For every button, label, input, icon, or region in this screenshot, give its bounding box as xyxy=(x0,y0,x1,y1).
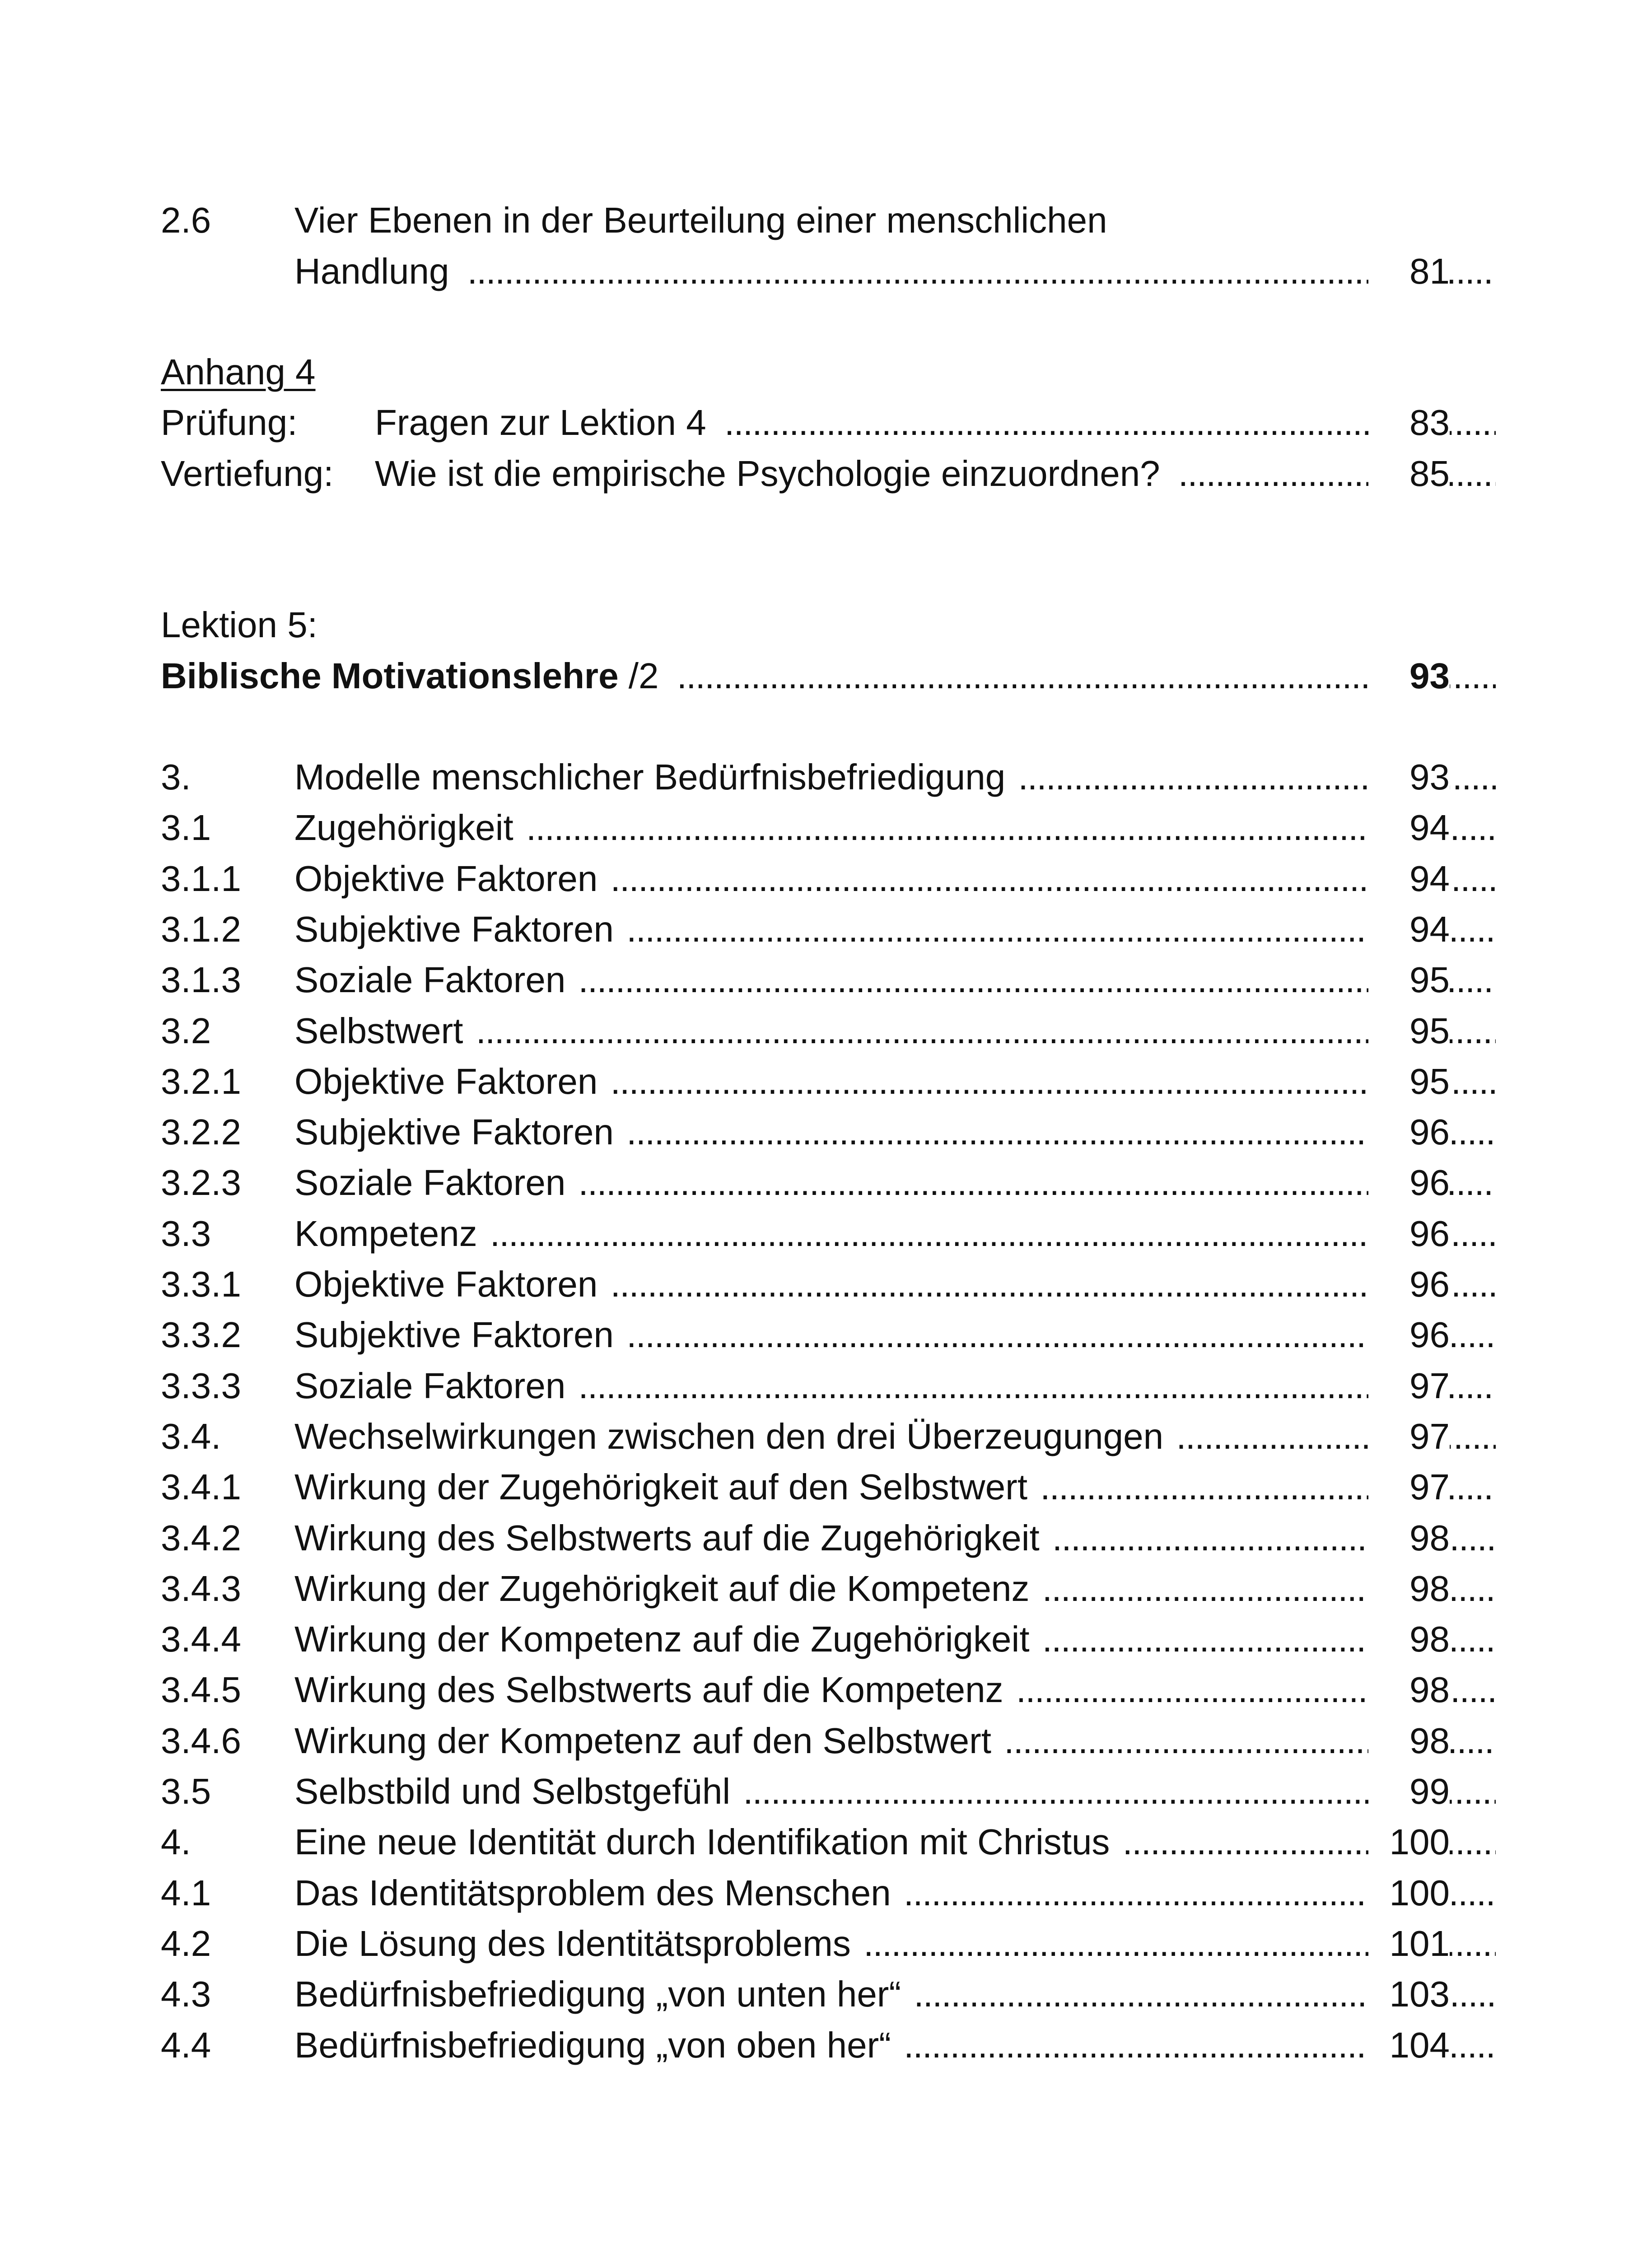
entry-title-line1: Vier Ebenen in der Beurteilung einer menschlichen xyxy=(294,200,1107,240)
dot-leader xyxy=(294,854,1496,904)
entry-number: 3.2.2 xyxy=(161,1112,241,1152)
entry-title: Selbstbild und Selbstgefühl xyxy=(294,1771,738,1811)
entry-title: Modelle menschlicher Bedürfnisbefriedigung xyxy=(294,757,1013,797)
dot-leader xyxy=(294,802,1496,853)
toc-entry[interactable] xyxy=(161,1259,1450,1310)
entry-page: 96 xyxy=(1368,1107,1450,1157)
entry-title: Kompetenz xyxy=(294,1213,485,1254)
toc-entry[interactable] xyxy=(161,1563,1450,1614)
toc-entry-2-6[interactable] xyxy=(161,195,1450,246)
entry-title: Bedürfnisbefriedigung „von oben her“ xyxy=(294,2025,899,2065)
lesson-title-row[interactable] xyxy=(161,651,1450,701)
entry-number: 3.1 xyxy=(161,807,211,848)
dot-leader xyxy=(294,1969,1496,2020)
toc-entry[interactable] xyxy=(161,1665,1450,1715)
entry-number: 3.4.6 xyxy=(161,1721,241,1761)
dot-leader xyxy=(294,246,1496,297)
entry-title: Objektive Faktoren xyxy=(294,858,606,899)
appendix-item-page: 85 xyxy=(1368,448,1450,499)
entry-title: Wirkung des Selbstwerts auf die Zugehörigkeit xyxy=(294,1518,1048,1558)
entry-page: 96 xyxy=(1368,1259,1450,1310)
dot-leader xyxy=(294,1918,1496,1969)
entry-page: 95 xyxy=(1368,1006,1450,1056)
toc-entry[interactable] xyxy=(161,1817,1450,1867)
entry-number: 3.3.2 xyxy=(161,1315,241,1355)
dot-leader xyxy=(294,1107,1496,1157)
entry-title: Bedürfnisbefriedigung „von unten her“ xyxy=(294,1974,909,2014)
entry-number: 3.2 xyxy=(161,1011,211,1051)
toc-entry[interactable] xyxy=(161,854,1450,904)
entry-page: 100 xyxy=(1368,1817,1450,1867)
entry-page: 96 xyxy=(1368,1157,1450,1208)
entry-number: 4. xyxy=(161,1822,191,1862)
entry-title: Das Identitätsproblem des Menschen xyxy=(294,1873,899,1913)
lesson-label-row xyxy=(161,600,1450,650)
entry-number: 3.4. xyxy=(161,1416,221,1456)
toc-entry[interactable] xyxy=(161,1310,1450,1360)
entry-number: 3.4.5 xyxy=(161,1670,241,1710)
dot-leader xyxy=(294,1259,1496,1310)
entry-number: 3.4.1 xyxy=(161,1467,241,1507)
appendix-item-title: Wie ist die empirische Psychologie einzuordnen? xyxy=(375,453,1168,494)
appendix-item-pruefung[interactable] xyxy=(161,397,1450,448)
toc-entry[interactable] xyxy=(161,1056,1450,1107)
toc-entry[interactable] xyxy=(161,802,1450,853)
entry-number: 2.6 xyxy=(161,200,211,240)
toc-entry-2-6-continued[interactable] xyxy=(161,246,1450,297)
appendix-heading-row xyxy=(161,347,1450,397)
appendix-heading: Anhang 4 xyxy=(161,352,316,392)
dot-leader xyxy=(294,955,1496,1005)
entry-number: 3.4.2 xyxy=(161,1518,241,1558)
entry-page: 96 xyxy=(1368,1310,1450,1360)
dot-leader xyxy=(294,1716,1496,1766)
dot-leader xyxy=(294,1665,1496,1715)
entry-title: Eine neue Identität durch Identifikation mit Christus xyxy=(294,1822,1118,1862)
entry-title: Wirkung der Zugehörigkeit auf die Kompetenz xyxy=(294,1568,1038,1609)
toc-entry[interactable] xyxy=(161,1462,1450,1512)
toc-entry[interactable] xyxy=(161,1157,1450,1208)
entry-page: 95 xyxy=(1368,1056,1450,1107)
entry-number: 4.4 xyxy=(161,2025,211,2065)
entry-page: 99 xyxy=(1368,1766,1450,1817)
entry-number: 4.3 xyxy=(161,1974,211,2014)
entry-page: 96 xyxy=(1368,1208,1450,1259)
entry-page: 81 xyxy=(1368,246,1450,297)
dot-leader xyxy=(294,1563,1496,1614)
entry-page: 94 xyxy=(1368,802,1450,853)
dot-leader xyxy=(294,904,1496,955)
entry-page: 103 xyxy=(1368,1969,1450,2020)
entry-title: Zugehörigkeit xyxy=(294,807,522,848)
dot-leader xyxy=(294,1411,1496,1462)
entry-number: 3.5 xyxy=(161,1771,211,1811)
toc-entry[interactable] xyxy=(161,904,1450,955)
entry-title: Selbstwert xyxy=(294,1011,471,1051)
dot-leader xyxy=(294,1766,1496,1817)
toc-entry[interactable] xyxy=(161,1766,1450,1817)
appendix-item-label: Prüfung: xyxy=(161,402,298,443)
entry-page: 93 xyxy=(1368,752,1450,802)
entry-title: Soziale Faktoren xyxy=(294,1366,574,1406)
toc-entry[interactable] xyxy=(161,1868,1450,1918)
toc-entry[interactable] xyxy=(161,1716,1450,1766)
toc-entry[interactable] xyxy=(161,955,1450,1005)
entry-number: 3.3.1 xyxy=(161,1264,241,1304)
entry-title: Objektive Faktoren xyxy=(294,1061,606,1101)
dot-leader xyxy=(294,1614,1496,1665)
entry-number: 3.2.3 xyxy=(161,1162,241,1203)
dot-leader xyxy=(294,2020,1496,2071)
entry-page: 98 xyxy=(1368,1614,1450,1665)
dot-leader xyxy=(294,1462,1496,1512)
lesson-page: 93 xyxy=(1368,651,1450,701)
dot-leader xyxy=(161,651,1496,701)
entry-title: Wechselwirkungen zwischen den drei Überzeugungen xyxy=(294,1416,1171,1456)
entry-page: 98 xyxy=(1368,1665,1450,1715)
toc-entry[interactable] xyxy=(161,1614,1450,1665)
entry-number: 3.2.1 xyxy=(161,1061,241,1101)
toc-entry[interactable] xyxy=(161,752,1450,802)
entry-title: Wirkung der Kompetenz auf den Selbstwert xyxy=(294,1721,999,1761)
entry-title: Wirkung des Selbstwerts auf die Kompetenz xyxy=(294,1670,1012,1710)
toc-entry[interactable] xyxy=(161,1107,1450,1157)
entry-title: Die Lösung des Identitätsproblems xyxy=(294,1923,859,1964)
entry-number: 4.1 xyxy=(161,1873,211,1913)
dot-leader xyxy=(294,1056,1496,1107)
entry-title: Objektive Faktoren xyxy=(294,1264,606,1304)
entry-number: 3.3.3 xyxy=(161,1366,241,1406)
appendix-item-title: Fragen zur Lektion 4 xyxy=(375,402,714,443)
entry-title: Wirkung der Zugehörigkeit auf den Selbstwert xyxy=(294,1467,1036,1507)
entry-page: 101 xyxy=(1368,1918,1450,1969)
toc-entry[interactable] xyxy=(161,2020,1450,2071)
toc-entry[interactable] xyxy=(161,1513,1450,1563)
entry-page: 104 xyxy=(1368,2020,1450,2071)
entry-title: Subjektive Faktoren xyxy=(294,1112,622,1152)
toc-entry[interactable] xyxy=(161,1006,1450,1056)
entry-number: 4.2 xyxy=(161,1923,211,1964)
entry-title: Soziale Faktoren xyxy=(294,960,574,1000)
entry-number: 3.4.4 xyxy=(161,1619,241,1659)
entry-page: 97 xyxy=(1368,1411,1450,1462)
toc-entry[interactable] xyxy=(161,1411,1450,1462)
appendix-item-label: Vertiefung: xyxy=(161,453,334,494)
entry-title: Soziale Faktoren xyxy=(294,1162,574,1203)
entry-page: 100 xyxy=(1368,1868,1450,1918)
dot-leader xyxy=(294,1208,1496,1259)
dot-leader xyxy=(294,752,1496,802)
entry-page: 98 xyxy=(1368,1716,1450,1766)
toc-entry[interactable] xyxy=(161,1208,1450,1259)
dot-leader xyxy=(375,397,1496,448)
appendix-item-page: 83 xyxy=(1368,397,1450,448)
dot-leader xyxy=(294,1513,1496,1563)
dot-leader xyxy=(294,1310,1496,1360)
toc-entry[interactable] xyxy=(161,1361,1450,1411)
entry-number: 3.1.3 xyxy=(161,960,241,1000)
entry-page: 94 xyxy=(1368,904,1450,955)
dot-leader xyxy=(375,448,1496,499)
entry-page: 94 xyxy=(1368,854,1450,904)
entry-title: Subjektive Faktoren xyxy=(294,1315,622,1355)
entry-number: 3. xyxy=(161,757,191,797)
lesson-label: Lektion 5: xyxy=(161,605,317,645)
entry-number: 3.4.3 xyxy=(161,1568,241,1609)
entry-number: 3.1.2 xyxy=(161,909,241,949)
entry-number: 3.3 xyxy=(161,1213,211,1254)
dot-leader xyxy=(294,1868,1496,1918)
dot-leader xyxy=(294,1157,1496,1208)
toc-entry[interactable] xyxy=(161,1969,1450,2020)
entry-number: 3.1.1 xyxy=(161,858,241,899)
entry-title-line2: Handlung xyxy=(294,251,457,291)
entry-page: 97 xyxy=(1368,1361,1450,1411)
entry-title: Subjektive Faktoren xyxy=(294,909,622,949)
entry-page: 98 xyxy=(1368,1563,1450,1614)
lesson-title: Biblische Motivationslehre xyxy=(161,656,619,696)
dot-leader xyxy=(294,1817,1496,1867)
entry-page: 98 xyxy=(1368,1513,1450,1563)
appendix-item-vertiefung[interactable] xyxy=(161,448,1450,499)
toc-entry[interactable] xyxy=(161,1918,1450,1969)
entry-page: 97 xyxy=(1368,1462,1450,1512)
lesson-title-suffix: /2 xyxy=(618,656,659,696)
dot-leader xyxy=(294,1361,1496,1411)
dot-leader xyxy=(294,1006,1496,1056)
entry-page: 95 xyxy=(1368,955,1450,1005)
entry-title: Wirkung der Kompetenz auf die Zugehörigkeit xyxy=(294,1619,1038,1659)
